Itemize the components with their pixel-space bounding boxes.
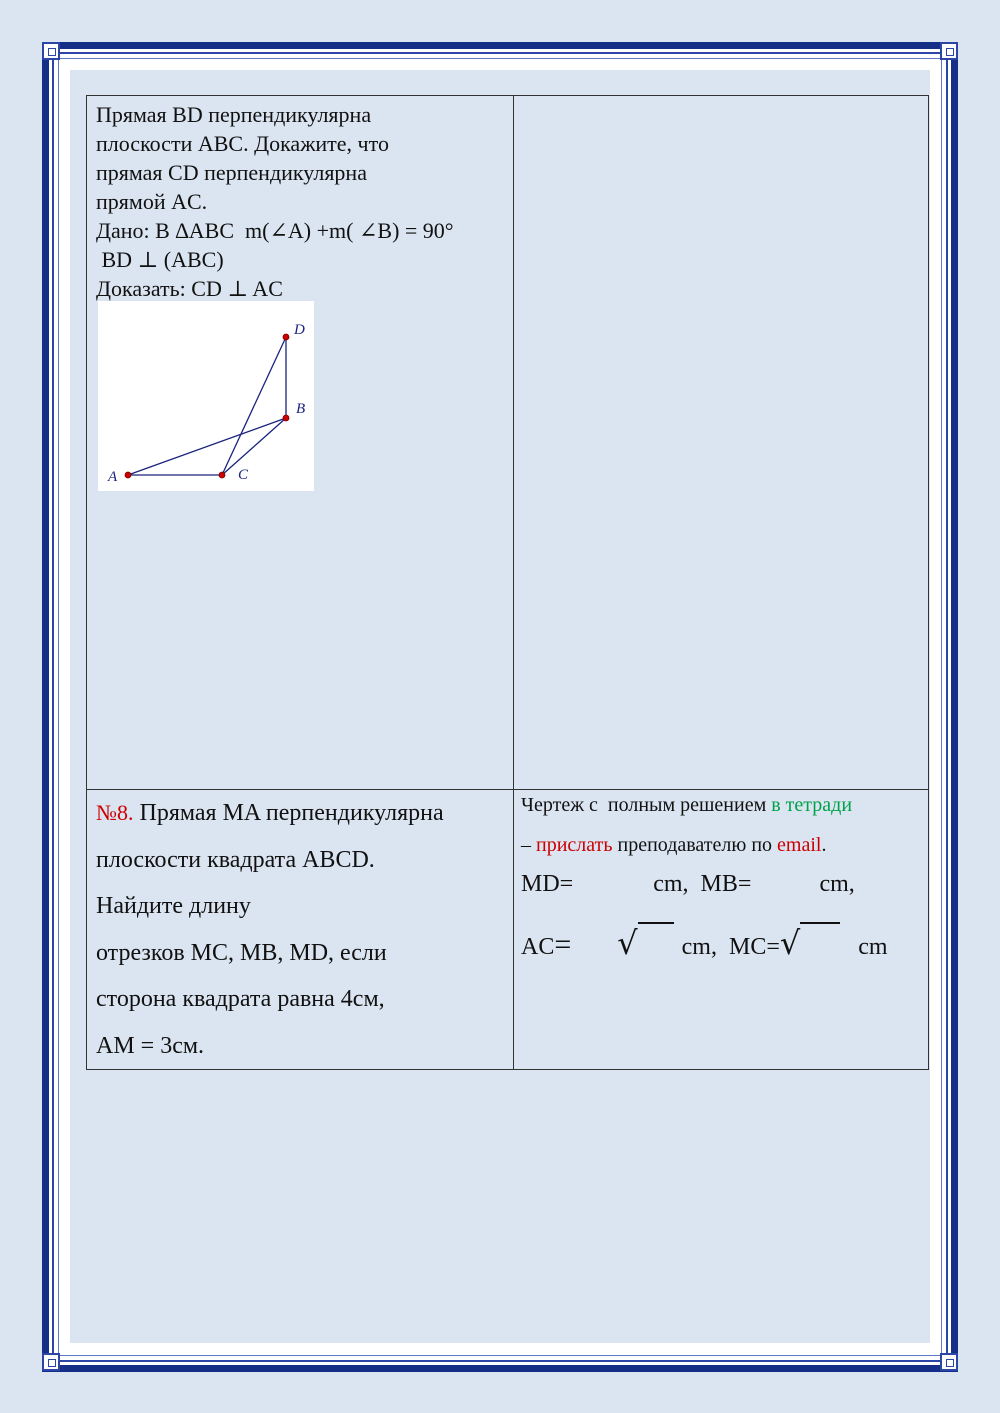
square-root-bar [800,922,840,924]
task-line: прямая CD перпендикулярна [96,160,367,185]
instruction-period: . [821,834,827,856]
square-root-icon: √ [779,924,801,962]
instruction-line-2 [521,825,926,865]
task-line: прямой AC. [96,189,208,214]
ac-unit: cm, [681,934,717,960]
md-unit: cm, [653,871,689,897]
given-line: Дано: В ∆ABC m(∠A) +m( ∠B) = 90° [96,218,454,243]
mb-unit: cm, [819,871,855,897]
ac-equals: = [554,928,572,961]
task-line: AM = 3см. [96,1032,205,1059]
mc-label: MC= [728,934,780,960]
prove-line: Доказать: CD ⊥ AC [96,276,283,301]
answer-line-2 [521,924,926,962]
task-line: Прямая MA перпендикулярна [139,800,444,826]
task-8-first-line [96,790,506,837]
segment-ab [128,418,286,475]
given-line: BD ⊥ (ABC) [96,247,224,272]
label-c: C [238,467,249,483]
task-line: плоскости ABC. Докажите, что [96,131,389,156]
label-b: B [296,401,306,417]
geometry-figure [98,301,314,491]
task-line: отрезков MC, MB, MD, если [96,939,387,966]
instruction-text: Чертеж с полным решением [521,794,772,816]
segment-cd [222,337,286,475]
task-line: Прямая BD перпендикулярна [96,102,372,127]
corner-ornament-bottom-left [42,1353,60,1371]
instruction-email: email [777,834,822,856]
square-root-bar [638,922,674,924]
instruction-line-1 [521,785,926,825]
answer-cell [521,790,926,962]
table-column-divider [513,96,514,1069]
task-line: Найдите длину [96,893,251,919]
mb-label: MB= [700,871,752,897]
square-root-icon: √ [617,924,638,962]
instruction-send: прислать [536,834,613,856]
task-bd-cell [96,100,506,303]
corner-ornament-top-left [42,42,60,60]
ac-label: AC [521,934,555,960]
label-d: D [294,322,305,338]
task-8-cell [96,790,506,1069]
task-line: сторона квадрата равна 4см, [96,986,385,1012]
point-a [125,472,131,478]
instruction-text: преподавателю по [612,834,778,856]
corner-ornament-top-right [940,42,958,60]
task-line: плоскости квадрата ABCD. [96,846,375,873]
figure-svg [98,301,314,491]
instruction-highlight: в тетради [771,794,853,816]
point-c [219,472,225,478]
label-a: A [108,469,118,485]
point-d [283,334,289,340]
task-number: №8. [96,800,134,825]
instruction-dash: – [521,834,536,856]
segment-cb [222,418,286,475]
point-b [283,415,289,421]
mc-unit: cm [858,934,888,960]
md-label: MD= [521,871,574,897]
task-table [86,95,929,1070]
corner-ornament-bottom-right [940,1353,958,1371]
answer-line-1 [521,871,926,898]
